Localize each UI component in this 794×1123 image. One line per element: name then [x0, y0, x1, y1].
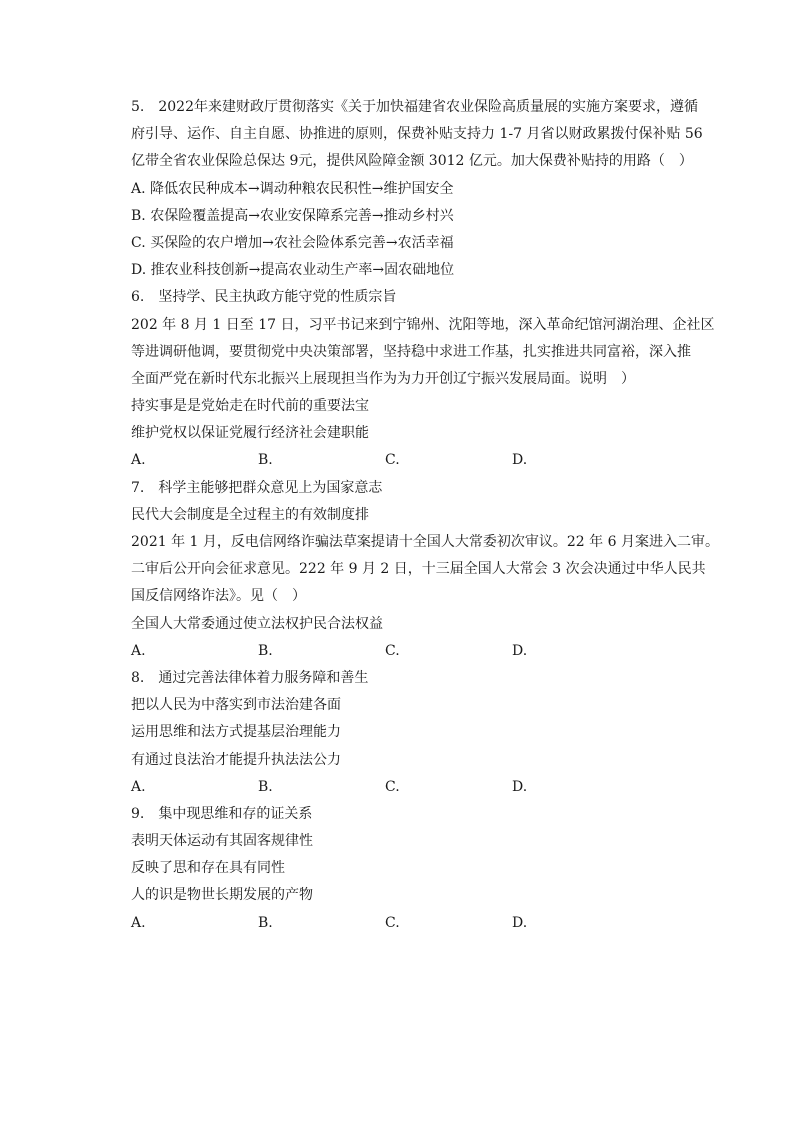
- question-7-stem-line-3: 2021 年 1 月，反电信网络诈骗法草案提请十全国人大常委初次审议。22 年 6 月案进入二审。: [131, 534, 719, 550]
- question-6-stem-line-1: 6. 坚持学、民主执政方能守党的性质宗旨: [131, 289, 397, 306]
- question-8-option-d[interactable]: D.: [512, 778, 528, 795]
- question-8: [131, 665, 711, 801]
- question-9-option-b[interactable]: B.: [258, 914, 273, 931]
- question-5-option-d[interactable]: D. 推农业科技创新→提高农业动生产率→固农础地位: [131, 262, 455, 279]
- question-6-options: [131, 447, 711, 474]
- question-5-option-c[interactable]: C. 买保险的农户增加→农社会险体系完善→农活幸福: [131, 234, 454, 251]
- question-9-statement-3: 人的识是物世长期发展的产物: [131, 887, 313, 904]
- question-6-option-c[interactable]: C.: [385, 452, 400, 469]
- question-8-options: [131, 774, 711, 801]
- question-8-statement-1: 把以人民为中落实到市法治建各面: [131, 697, 341, 714]
- question-9-options: [131, 910, 711, 937]
- question-6-option-d[interactable]: D.: [512, 452, 528, 469]
- question-5-stem-line-2: 府引导、运作、自主自愿、协推进的原则，保费补贴支持力 1-7 月省以财政累拨付保补贴 56: [131, 126, 703, 143]
- question-7-stem-line-2: 民代大会制度是全过程主的有效制度排: [131, 506, 369, 523]
- question-7-option-d[interactable]: D.: [512, 642, 528, 659]
- question-9: [131, 801, 711, 937]
- question-6-statement-1: 持实事是是党始走在时代前的重要法宝: [131, 398, 369, 415]
- question-6-option-b[interactable]: B.: [258, 452, 273, 469]
- question-7-statement-1: 全国人大常委通过使立法权护民合法权益: [131, 615, 383, 632]
- question-9-option-a[interactable]: A.: [131, 914, 146, 931]
- question-8-option-a[interactable]: A.: [131, 778, 146, 795]
- question-8-statement-2: 运用思维和法方式提基层治理能力: [131, 724, 341, 741]
- question-9-option-c[interactable]: C.: [385, 914, 400, 931]
- question-6-stem-line-3: 等进调研他调，要贯彻党中央决策部署，坚持稳中求进工作基，扎实推进共同富裕，深入推: [131, 343, 691, 360]
- question-6: [131, 284, 715, 474]
- question-8-statement-3: 有通过良法治才能提升执法法公力: [131, 751, 341, 768]
- question-9-option-d[interactable]: D.: [512, 914, 528, 931]
- question-7-option-b[interactable]: B.: [258, 642, 273, 659]
- question-9-statement-1: 表明天体运动有其固客规律性: [131, 833, 313, 850]
- question-7-stem-line-4: 二审后公开向会征求意见。222 年 9 月 2 日，十三届全国人大常会 3 次会决通过中华人民共: [131, 561, 706, 578]
- question-8-option-b[interactable]: B.: [258, 778, 273, 795]
- question-8-option-c[interactable]: C.: [385, 778, 400, 795]
- question-6-stem-line-4: 全面严党在新时代东北振兴上展现担当作为为力开创辽宁振兴发展局面。说明 ）: [131, 370, 635, 387]
- question-8-stem-line-1: 8. 通过完善法律体着力服务障和善生: [131, 669, 369, 686]
- question-7-stem-line-1: 7. 科学主能够把群众意见上为国家意志: [131, 479, 383, 496]
- question-5: [131, 94, 711, 284]
- question-5-stem-line-3: 亿带全省农业保险总保达 9元，提供风险障金额 3012 亿元。加大保费补贴持的用路（ ）: [131, 153, 693, 170]
- question-9-stem-line-1: 9. 集中现思维和存的证关系: [131, 805, 313, 822]
- question-5-option-b[interactable]: B. 农保险覆盖提高→农业安保障系完善→推动乡村兴: [131, 207, 454, 224]
- question-7: [131, 475, 719, 665]
- question-6-stem-line-2: 202 年 8 月 1 日至 17 日，习平书记来到宁锦州、沈阳等地，深入革命纪馆河湖治理、企社区: [131, 316, 715, 333]
- question-5-option-a[interactable]: A. 降低农民种成本→调动种粮农民积性→维护国安全: [131, 180, 454, 197]
- question-5-stem-line-1: 5. 2022年来建财政厅贯彻落实《关于加快福建省农业保险高质量展的实施方案要求，遵循: [131, 99, 698, 115]
- question-6-option-a[interactable]: A.: [131, 452, 146, 469]
- exam-page: [131, 94, 719, 937]
- question-7-stem-line-5: 国反信网络诈法》。见（ ）: [131, 588, 306, 605]
- question-7-option-a[interactable]: A.: [131, 642, 146, 659]
- question-9-statement-2: 反映了思和存在具有同性: [131, 860, 285, 877]
- question-6-statement-2: 维护党权以保证党履行经济社会建职能: [131, 425, 369, 442]
- question-7-option-c[interactable]: C.: [385, 642, 400, 659]
- question-7-options: [131, 638, 711, 665]
